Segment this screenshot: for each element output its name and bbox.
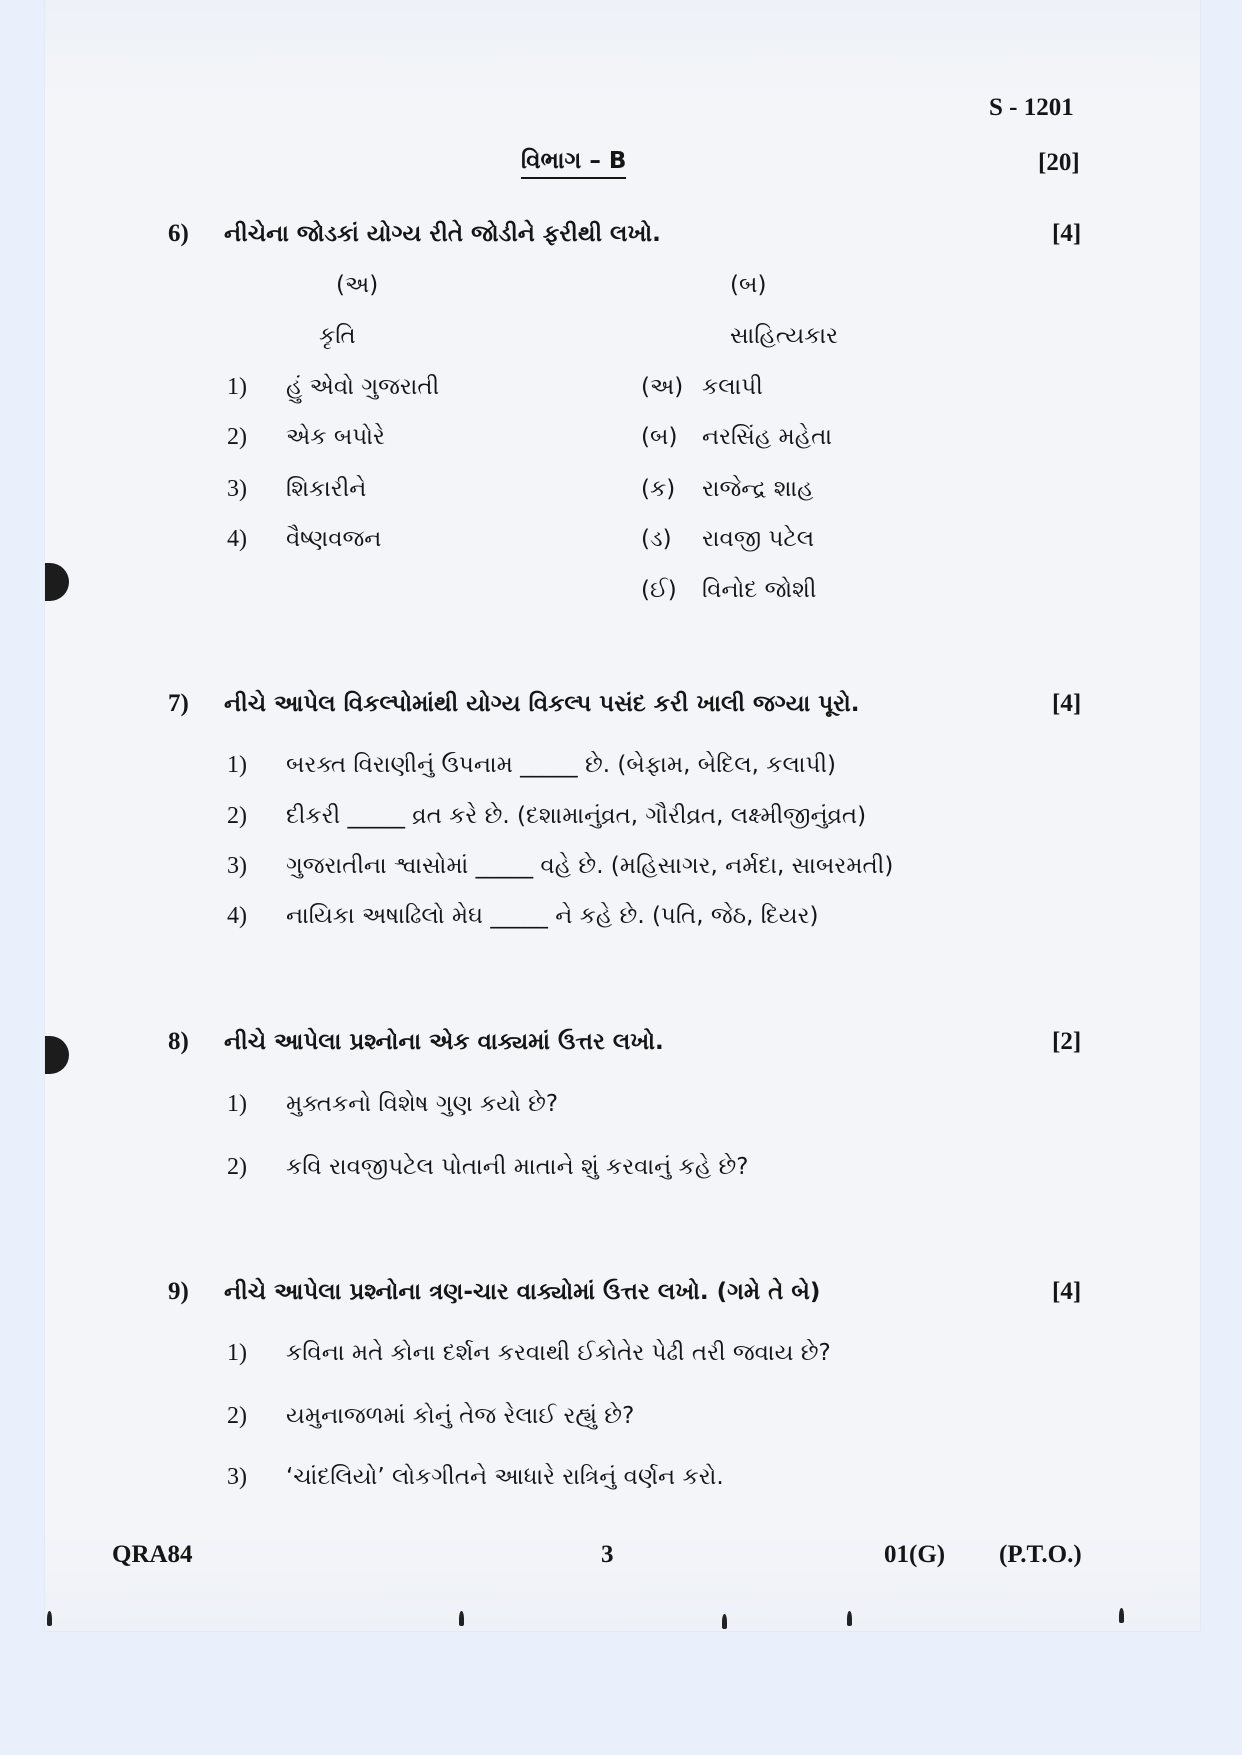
option-key: (બ) (641, 424, 678, 450)
column-b-label: (બ) (730, 272, 767, 298)
match-item-a: એક બપોરે (286, 424, 385, 450)
item-number: 2) (227, 424, 247, 450)
scan-edge-mark (847, 1611, 852, 1626)
fill-blank-item: ગુજરાતીના શ્વાસોમાં _____ વહે છે. (મહિસાગર, નર્મદા, સાબરમતી) (286, 853, 894, 879)
match-item-a: હું એવો ગુજરાતી (286, 374, 440, 400)
match-item-b: રાવજી પટેલ (702, 526, 815, 552)
question-number: 8) (168, 1028, 189, 1055)
page-number: 3 (601, 1541, 614, 1568)
question-text: નીચે આપેલા પ્રશ્નોના ત્રણ-ચાર વાક્યોમાં ઉત્તર લખો. (ગમે તે બે) (224, 1279, 821, 1305)
fill-blank-item: નાયિકા અષાઢિલો મેઘ _____ ને કહે છે. (પતિ, જેઠ, દિયર) (286, 903, 819, 929)
question-number: 9) (168, 1278, 189, 1305)
section-title: વિભાગ – B (521, 147, 626, 179)
paper-code: S - 1201 (989, 94, 1074, 121)
scan-edge-mark (47, 1611, 52, 1626)
punch-hole-upper (45, 563, 69, 601)
item-number: 3) (227, 476, 247, 502)
column-a-title: કૃતિ (319, 323, 356, 349)
item-number: 2) (227, 1403, 247, 1429)
option-key: (ઈ) (641, 577, 677, 603)
question-text: નીચે આપેલા પ્રશ્નોના એક વાક્યમાં ઉત્તર લખો. (224, 1029, 664, 1055)
column-a-label: (અ) (336, 272, 379, 298)
option-key: (અ) (641, 374, 684, 400)
footer-set: 01(G) (884, 1541, 946, 1568)
option-key: (ક) (641, 476, 676, 502)
question-marks: [4] (1052, 690, 1082, 717)
fill-blank-item: બરક્ત વિરાણીનું ઉપનામ _____ છે. (બેફામ, બેદિલ, કલાપી) (286, 752, 837, 778)
item-number: 1) (227, 1340, 247, 1366)
section-marks: [20] (1038, 149, 1080, 176)
match-item-b: કલાપી (702, 374, 763, 400)
match-item-b: વિનોદ જોશી (702, 577, 817, 603)
match-item-b: નરસિંહ મહેતા (702, 424, 832, 450)
question-marks: [4] (1052, 220, 1082, 247)
match-item-a: વૈષ્ણવજન (286, 526, 382, 552)
column-b-title: સાહિત્યકાર (730, 323, 839, 349)
short-question: કવિ રાવજીપટેલ પોતાની માતાને શું કરવાનું કહે છે? (286, 1154, 749, 1180)
question-number: 7) (168, 690, 189, 717)
item-number: 3) (227, 1464, 247, 1490)
punch-hole-lower (45, 1036, 69, 1074)
scan-edge-mark (1119, 1608, 1124, 1623)
item-number: 2) (227, 1154, 247, 1180)
footer-pto: (P.T.O.) (999, 1541, 1082, 1568)
scan-edge-mark (459, 1611, 464, 1626)
exam-page (45, 0, 1200, 1631)
question-number: 6) (168, 220, 189, 247)
fill-blank-item: દીકરી _____ વ્રત કરે છે. (દશામાનુંવ્રત, ગૌરીવ્રત, લક્ષ્મીજીનુંવ્રત) (286, 803, 867, 829)
long-question: કવિના મતે કોના દર્શન કરવાથી ઈકોતેર પેઢી તરી જવાય છે? (286, 1340, 831, 1366)
question-text: નીચેના જોડકાં યોગ્ય રીતે જોડીને ફરીથી લખો. (224, 221, 661, 247)
item-number: 1) (227, 752, 247, 778)
long-question: ‘ચાંદલિયો’ લોકગીતને આધારે રાત્રિનું વર્ણન કરો. (286, 1464, 724, 1490)
item-number: 4) (227, 526, 247, 552)
long-question: યમુનાજળમાં કોનું તેજ રેલાઈ રહ્યું છે? (286, 1403, 635, 1429)
match-item-b: રાજેન્દ્ર શાહ (702, 476, 814, 502)
question-marks: [4] (1052, 1278, 1082, 1305)
footer-code: QRA84 (112, 1541, 193, 1568)
item-number: 1) (227, 1091, 247, 1117)
scan-edge-mark (722, 1614, 727, 1629)
item-number: 4) (227, 903, 247, 929)
question-marks: [2] (1052, 1028, 1082, 1055)
question-text: નીચે આપેલ વિકલ્પોમાંથી યોગ્ય વિકલ્પ પસંદ કરી ખાલી જગ્યા પૂરો. (224, 691, 860, 717)
short-question: મુક્તકનો વિશેષ ગુણ કયો છે? (286, 1091, 559, 1117)
item-number: 1) (227, 374, 247, 400)
item-number: 2) (227, 803, 247, 829)
item-number: 3) (227, 853, 247, 879)
option-key: (ડ) (641, 526, 672, 552)
match-item-a: શિકારીને (286, 476, 367, 502)
